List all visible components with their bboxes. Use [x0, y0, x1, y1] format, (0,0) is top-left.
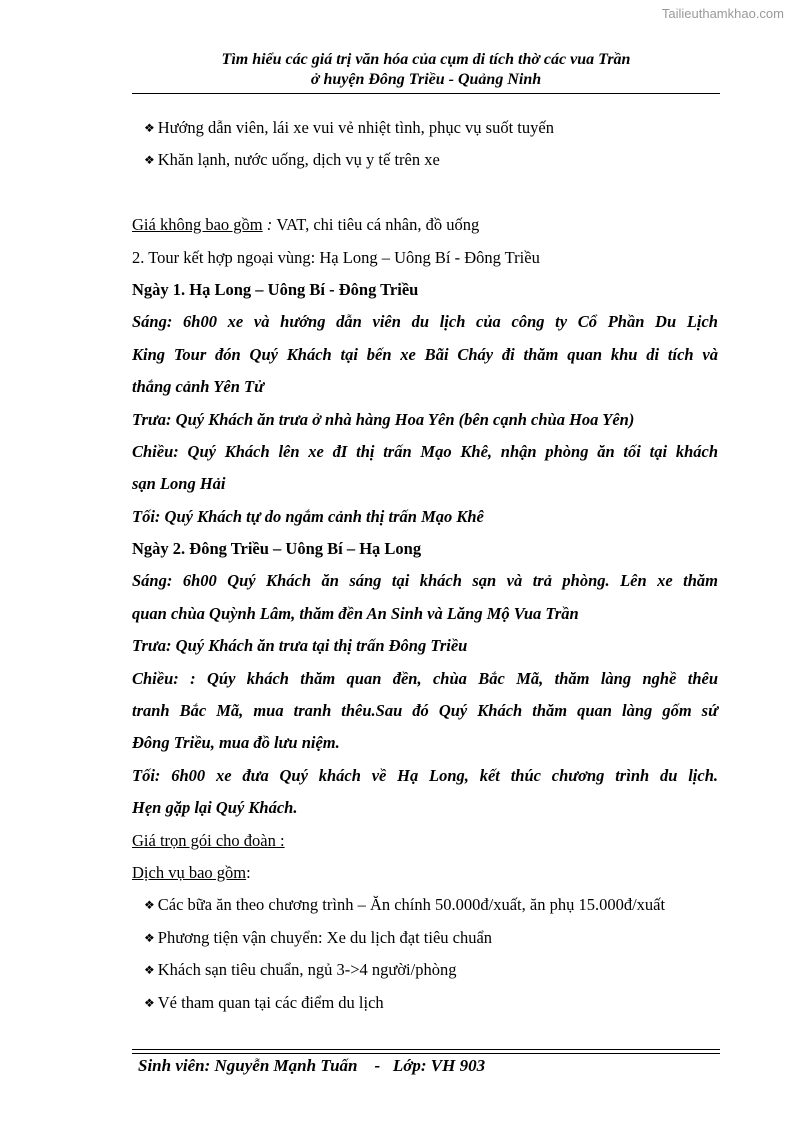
day1-afternoon-cont: sạn Long Hải [132, 474, 226, 494]
bullet-icon: ❖ [144, 963, 155, 978]
footer-divider [132, 1049, 720, 1050]
day2-noon: Trưa: Quý Khách ăn trưa tại thị trấn Đông Triều [132, 636, 468, 656]
day1-morning-cont: thắng cảnh Yên Tử [132, 377, 264, 397]
excluded-line: Giá không bao gồm : VAT, chi tiêu cá nhân, đồ uống [132, 215, 480, 235]
included-heading: Dịch vụ bao gồm: [132, 862, 251, 882]
footer-divider [132, 1053, 720, 1054]
list-item: ❖ Vé tham quan tại các điểm du lịch [144, 992, 384, 1012]
bullet-icon: ❖ [144, 121, 155, 135]
header-line-1: Tìm hiểu các giá trị văn hóa của cụm di tích thờ các vua Trần [221, 51, 631, 68]
package-price: Giá trọn gói cho đoàn : [132, 830, 285, 850]
page-header [132, 50, 720, 90]
list-item: ❖ Khăn lạnh, nước uống, dịch vụ y tế trên xe [144, 150, 440, 170]
day2-morning-cont: quan chùa Quỳnh Lâm, thăm đền An Sinh và Lăng Mộ Vua Trần [132, 603, 579, 623]
day1-noon: Trưa: Quý Khách ăn trưa ở nhà hàng Hoa Yên (bên cạnh chùa Hoa Yên) [132, 409, 635, 429]
day2-afternoon-cont: Đông Triều, mua đồ lưu niệm. [132, 733, 340, 753]
header-divider [132, 93, 720, 94]
list-item: ❖ Hướng dẫn viên, lái xe vui vẻ nhiệt tình, phục vụ suốt tuyến [144, 118, 554, 137]
day1-title: Ngày 1. Hạ Long – Uông Bí - Đông Triều [132, 279, 419, 299]
day1-morning-cont: King Tour đón Quý Khách tại bến xe Bãi Cháy đi thăm quan khu di tích và [132, 344, 718, 364]
header-line-2: ở huyện Đông Triều - Quảng Ninh [310, 71, 542, 88]
bullet-icon: ❖ [144, 930, 155, 945]
bullet-icon: ❖ [144, 995, 155, 1010]
bullet-icon: ❖ [144, 153, 155, 168]
day2-morning: Sáng: 6h00 Quý Khách ăn sáng tại khách sạn và trả phòng. Lên xe thăm [132, 571, 718, 591]
document-body [132, 112, 718, 1019]
tour2-title: 2. Tour kết hợp ngoại vùng: Hạ Long – Uông Bí - Đông Triều [132, 247, 540, 267]
bullet-icon: ❖ [144, 898, 155, 913]
day1-morning: Sáng: 6h00 xe và hướng dẫn viên du lịch của công ty Cổ Phần Du Lịch [132, 312, 718, 332]
day2-afternoon: Chiều: : Qúy khách thăm quan đền, chùa Bắc Mã, thăm làng nghề thêu [132, 668, 718, 688]
day2-afternoon-cont: tranh Bắc Mã, mua tranh thêu.Sau đó Quý Khách thăm quan làng gốm sứ [132, 701, 718, 721]
day1-evening: Tối: Quý Khách tự do ngắm cảnh thị trấn Mạo Khê [132, 506, 484, 526]
watermark: Tailieuthamkhao.com [661, 6, 784, 21]
list-item: ❖ Phương tiện vận chuyển: Xe du lịch đạt tiêu chuẩn [144, 927, 493, 947]
day1-afternoon: Chiều: Quý Khách lên xe đI thị trấn Mạo Khê, nhận phòng ăn tối tại khách [132, 441, 718, 461]
page-footer: Sinh viên: Nguyễn Mạnh Tuấn - Lớp: VH 903 [138, 1056, 486, 1075]
list-item: ❖ Khách sạn tiêu chuẩn, ngủ 3->4 người/phòng [144, 960, 457, 980]
list-item: ❖ Các bữa ăn theo chương trình – Ăn chính 50.000đ/xuất, ăn phụ 15.000đ/xuất [144, 895, 666, 915]
day2-evening: Tối: 6h00 xe đưa Quý khách về Hạ Long, kết thúc chương trình du lịch. [132, 765, 718, 785]
day2-evening-cont: Hẹn gặp lại Quý Khách. [132, 798, 298, 818]
day2-title: Ngày 2. Đông Triều – Uông Bí – Hạ Long [132, 539, 422, 559]
